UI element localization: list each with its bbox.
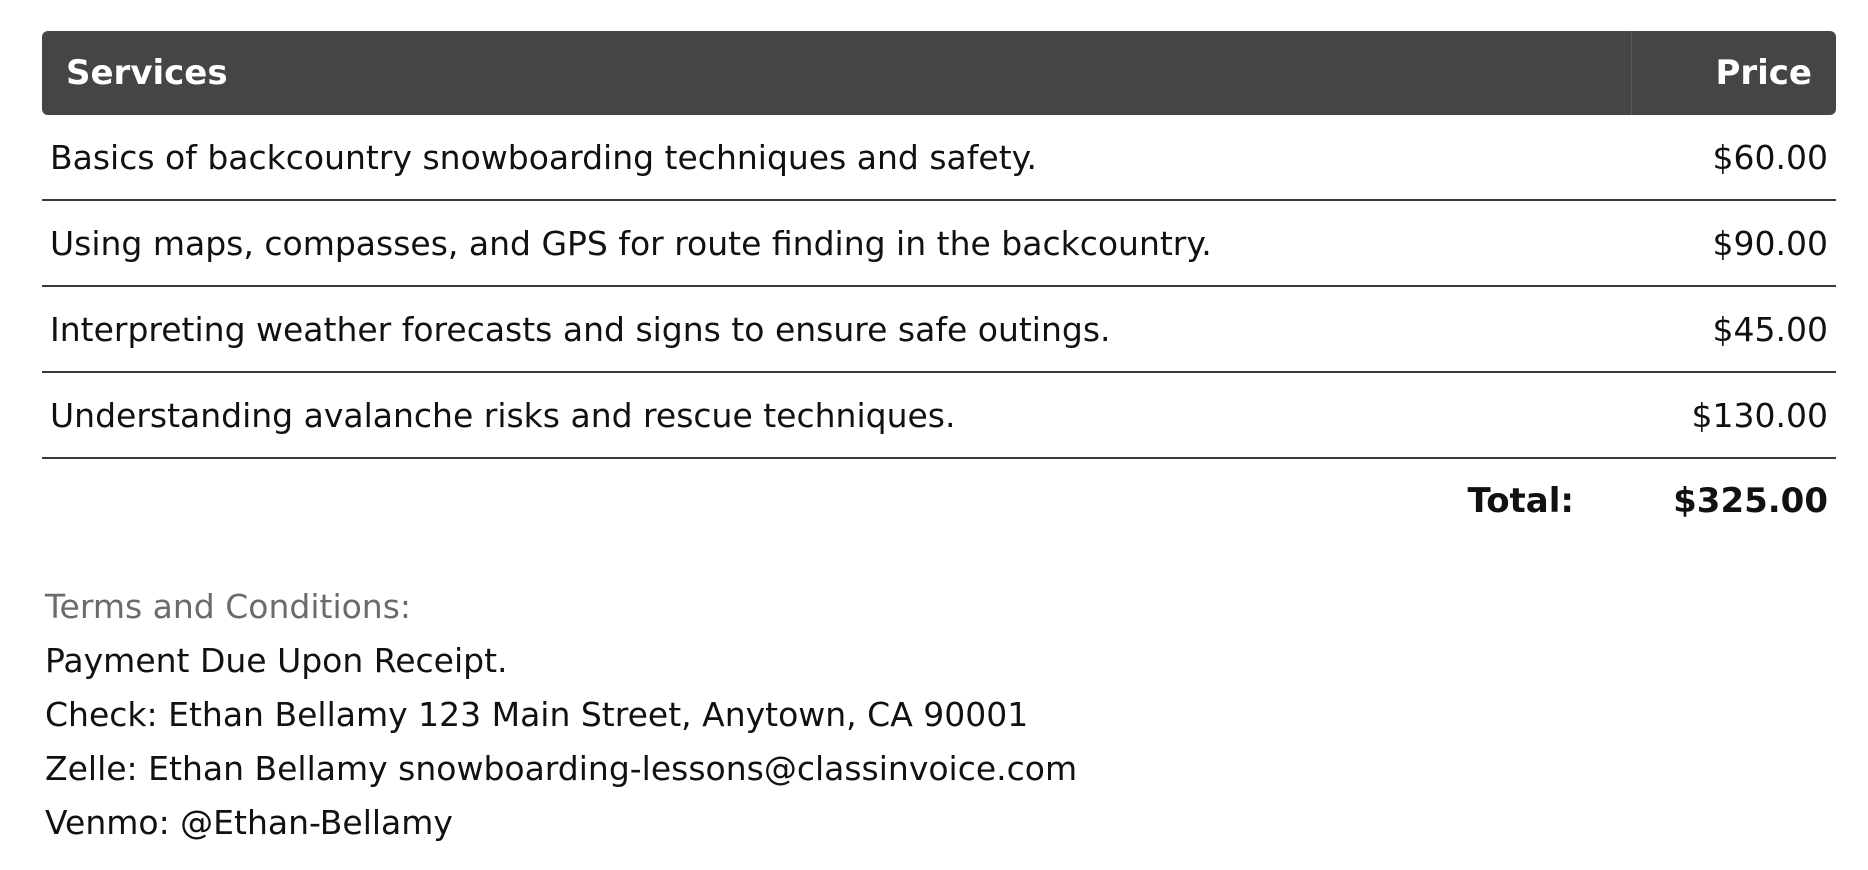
table-header-row xyxy=(42,31,1836,115)
total-value: $325.00 xyxy=(1673,481,1828,521)
total-label: Total: xyxy=(1467,481,1574,521)
terms-and-conditions xyxy=(45,580,1077,850)
zelle-payment-line: Zelle: Ethan Bellamy snowboarding-lessons@classinvoice.com xyxy=(45,749,1078,788)
total-row xyxy=(42,459,1836,545)
service-price: $60.00 xyxy=(1632,115,1836,201)
service-price: $90.00 xyxy=(1632,201,1836,287)
payment-due-line: Payment Due Upon Receipt. xyxy=(45,641,508,680)
service-price: $45.00 xyxy=(1632,287,1836,373)
service-description: Using maps, compasses, and GPS for route finding in the backcountry. xyxy=(42,201,1632,287)
service-description: Interpreting weather forecasts and signs to ensure safe outings. xyxy=(42,287,1632,373)
table-row xyxy=(42,115,1836,201)
terms-title: Terms and Conditions: xyxy=(45,587,412,626)
services-column-header: Services xyxy=(42,31,1632,115)
service-description: Understanding avalanche risks and rescue techniques. xyxy=(42,373,1632,459)
table-row xyxy=(42,373,1836,459)
services-table xyxy=(42,31,1836,459)
price-column-header: Price xyxy=(1632,31,1836,115)
venmo-payment-line: Venmo: @Ethan-Bellamy xyxy=(45,803,453,842)
table-row xyxy=(42,201,1836,287)
service-price: $130.00 xyxy=(1632,373,1836,459)
service-description: Basics of backcountry snowboarding techniques and safety. xyxy=(42,115,1632,201)
check-payment-line: Check: Ethan Bellamy 123 Main Street, Anytown, CA 90001 xyxy=(45,695,1029,734)
table-row xyxy=(42,287,1836,373)
invoice-section xyxy=(42,31,1836,545)
